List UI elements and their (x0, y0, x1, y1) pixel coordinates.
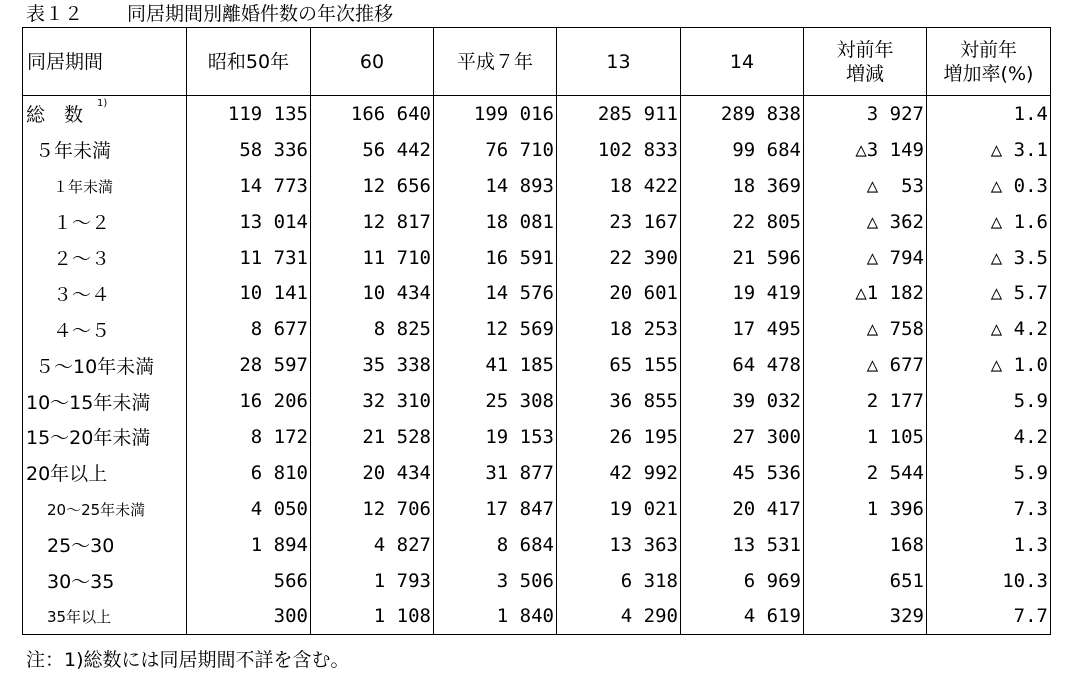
table-row (23, 383, 1051, 419)
header-rate-line1: 対前年 (959, 38, 1017, 61)
header-row (23, 28, 1051, 96)
cell-h7: 3 506 (434, 563, 557, 599)
row-label (23, 204, 187, 240)
cell-change: △ 53 (804, 168, 927, 204)
cell-y14: 22 805 (681, 204, 804, 240)
header-change-line2: 増減 (845, 62, 884, 85)
cell-change: 2 544 (804, 455, 927, 491)
header-period: 同居期間 (23, 28, 187, 96)
row-label-text: 総 数 (26, 104, 84, 127)
cell-s50: 14 773 (187, 168, 311, 204)
header-y60: 60 (311, 28, 434, 96)
row-label-text: 15～20年未満 (26, 427, 151, 450)
cell-h7: 18 081 (434, 204, 557, 240)
cell-y13: 18 422 (557, 168, 681, 204)
cell-h7: 199 016 (434, 96, 557, 132)
cell-y13: 26 195 (557, 419, 681, 455)
cell-y14: 21 596 (681, 240, 804, 276)
cell-h7: 14 893 (434, 168, 557, 204)
cell-y14: 39 032 (681, 383, 804, 419)
header-rate (927, 28, 1051, 96)
row-label-text: ５～10年未満 (35, 355, 155, 378)
cell-s50: 28 597 (187, 347, 311, 383)
cell-change: △ 362 (804, 204, 927, 240)
table-row (23, 204, 1051, 240)
table-row (23, 132, 1051, 168)
cell-h7: 19 153 (434, 419, 557, 455)
cell-y14: 99 684 (681, 132, 804, 168)
cell-y60: 21 528 (311, 419, 434, 455)
table-caption: 同居期間別離婚件数の年次推移 (127, 3, 394, 25)
cell-rate: △ 4.2 (927, 311, 1051, 347)
cell-h7: 12 569 (434, 311, 557, 347)
cell-change: 329 (804, 598, 927, 634)
cell-h7: 41 185 (434, 347, 557, 383)
cell-y60: 10 434 (311, 275, 434, 311)
cell-s50: 16 206 (187, 383, 311, 419)
cell-rate: △ 5.7 (927, 275, 1051, 311)
table-row (23, 96, 1051, 132)
row-label-text: 20～25年未満 (47, 500, 146, 519)
cell-change: △ 677 (804, 347, 927, 383)
cell-y13: 18 253 (557, 311, 681, 347)
cell-y14: 4 619 (681, 598, 804, 634)
cell-y13: 102 833 (557, 132, 681, 168)
cell-change: △ 794 (804, 240, 927, 276)
cell-y60: 35 338 (311, 347, 434, 383)
row-label-text: ４～５ (53, 319, 111, 342)
cell-rate: 1.3 (927, 527, 1051, 563)
row-label-text: １～２ (53, 212, 111, 235)
header-s50: 昭和50年 (187, 28, 311, 96)
table-row (23, 311, 1051, 347)
header-y13: 13 (557, 28, 681, 96)
row-label (23, 455, 187, 491)
header-change (804, 28, 927, 96)
divorce-table (22, 27, 1051, 635)
row-label-text: ２～３ (53, 248, 111, 270)
cell-h7: 25 308 (434, 383, 557, 419)
cell-rate: 7.7 (927, 598, 1051, 634)
row-label-text: ３～４ (53, 283, 111, 306)
cell-rate: 7.3 (927, 491, 1051, 527)
cell-rate: △ 3.1 (927, 132, 1051, 168)
cell-y14: 289 838 (681, 96, 804, 132)
row-label (23, 132, 187, 168)
cell-y60: 32 310 (311, 383, 434, 419)
cell-change: △ 758 (804, 311, 927, 347)
row-label-text: ５年未満 (35, 140, 112, 163)
cell-h7: 8 684 (434, 527, 557, 563)
cell-rate: 4.2 (927, 419, 1051, 455)
cell-change: 651 (804, 563, 927, 599)
row-label (23, 527, 187, 563)
cell-y60: 4 827 (311, 527, 434, 563)
cell-h7: 31 877 (434, 455, 557, 491)
table-row (23, 347, 1051, 383)
table-title (26, 2, 393, 26)
header-change-line1: 対前年 (836, 38, 894, 61)
cell-y60: 12 706 (311, 491, 434, 527)
cell-y60: 1 108 (311, 598, 434, 634)
cell-rate: △ 1.6 (927, 204, 1051, 240)
cell-y14: 6 969 (681, 563, 804, 599)
cell-s50: 566 (187, 563, 311, 599)
cell-h7: 17 847 (434, 491, 557, 527)
cell-change: 1 105 (804, 419, 927, 455)
table-row (23, 275, 1051, 311)
row-label-text: 20年以上 (26, 463, 108, 486)
cell-change: 3 927 (804, 96, 927, 132)
cell-y60: 12 656 (311, 168, 434, 204)
cell-change: △1 182 (804, 275, 927, 311)
table-row (23, 598, 1051, 634)
cell-y60: 12 817 (311, 204, 434, 240)
cell-y14: 20 417 (681, 491, 804, 527)
cell-y14: 64 478 (681, 347, 804, 383)
row-label (23, 383, 187, 419)
header-rate-line2: 増加率(%) (943, 62, 1034, 85)
cell-y13: 285 911 (557, 96, 681, 132)
cell-y13: 36 855 (557, 383, 681, 419)
cell-s50: 10 141 (187, 275, 311, 311)
cell-h7: 1 840 (434, 598, 557, 634)
table-row (23, 168, 1051, 204)
footnote: 注：1)総数には同居期間不詳を含む。 (26, 649, 350, 671)
cell-y60: 1 793 (311, 563, 434, 599)
cell-y14: 27 300 (681, 419, 804, 455)
cell-rate: △ 1.0 (927, 347, 1051, 383)
cell-y60: 11 710 (311, 240, 434, 276)
cell-y60: 166 640 (311, 96, 434, 132)
row-label-text: 30～35 (47, 571, 115, 594)
cell-rate: △ 0.3 (927, 168, 1051, 204)
cell-h7: 16 591 (434, 240, 557, 276)
cell-s50: 8 677 (187, 311, 311, 347)
cell-rate: △ 3.5 (927, 240, 1051, 276)
row-label (23, 491, 187, 527)
cell-y60: 8 825 (311, 311, 434, 347)
cell-rate: 1.4 (927, 96, 1051, 132)
header-h7: 平成７年 (434, 28, 557, 96)
cell-h7: 76 710 (434, 132, 557, 168)
row-label (23, 275, 187, 311)
row-label (23, 347, 187, 383)
cell-y13: 19 021 (557, 491, 681, 527)
row-label-text: 10～15年未満 (26, 391, 151, 414)
cell-y14: 17 495 (681, 311, 804, 347)
cell-s50: 4 050 (187, 491, 311, 527)
cell-rate: 5.9 (927, 383, 1051, 419)
cell-y14: 18 369 (681, 168, 804, 204)
footnote-marker: 1) (97, 98, 108, 110)
table-row (23, 491, 1051, 527)
cell-y14: 19 419 (681, 275, 804, 311)
cell-y14: 45 536 (681, 455, 804, 491)
table-row (23, 527, 1051, 563)
cell-s50: 1 894 (187, 527, 311, 563)
cell-s50: 58 336 (187, 132, 311, 168)
row-label (23, 563, 187, 599)
cell-y13: 42 992 (557, 455, 681, 491)
table-row (23, 563, 1051, 599)
row-label-text: 35年以上 (47, 608, 112, 627)
cell-y13: 4 290 (557, 598, 681, 634)
cell-s50: 6 810 (187, 455, 311, 491)
header-y14: 14 (681, 28, 804, 96)
cell-y60: 20 434 (311, 455, 434, 491)
cell-s50: 300 (187, 598, 311, 634)
row-label-text: １年未満 (53, 177, 114, 196)
cell-y13: 65 155 (557, 347, 681, 383)
row-label (23, 419, 187, 455)
cell-h7: 14 576 (434, 275, 557, 311)
row-label (23, 240, 187, 276)
row-label (23, 311, 187, 347)
cell-change: 2 177 (804, 383, 927, 419)
row-label (23, 96, 187, 132)
table-row (23, 240, 1051, 276)
cell-y13: 23 167 (557, 204, 681, 240)
cell-y14: 13 531 (681, 527, 804, 563)
cell-s50: 11 731 (187, 240, 311, 276)
row-label (23, 168, 187, 204)
cell-y13: 6 318 (557, 563, 681, 599)
cell-s50: 8 172 (187, 419, 311, 455)
cell-y13: 20 601 (557, 275, 681, 311)
cell-s50: 119 135 (187, 96, 311, 132)
cell-s50: 13 014 (187, 204, 311, 240)
cell-y60: 56 442 (311, 132, 434, 168)
cell-change: 168 (804, 527, 927, 563)
row-label-text: 25～30 (47, 535, 115, 558)
row-label (23, 598, 187, 634)
cell-change: 1 396 (804, 491, 927, 527)
table-number: 表１２ (26, 3, 84, 25)
table-row (23, 455, 1051, 491)
table-row (23, 419, 1051, 455)
cell-y13: 22 390 (557, 240, 681, 276)
cell-rate: 10.3 (927, 563, 1051, 599)
cell-change: △3 149 (804, 132, 927, 168)
cell-y13: 13 363 (557, 527, 681, 563)
cell-rate: 5.9 (927, 455, 1051, 491)
